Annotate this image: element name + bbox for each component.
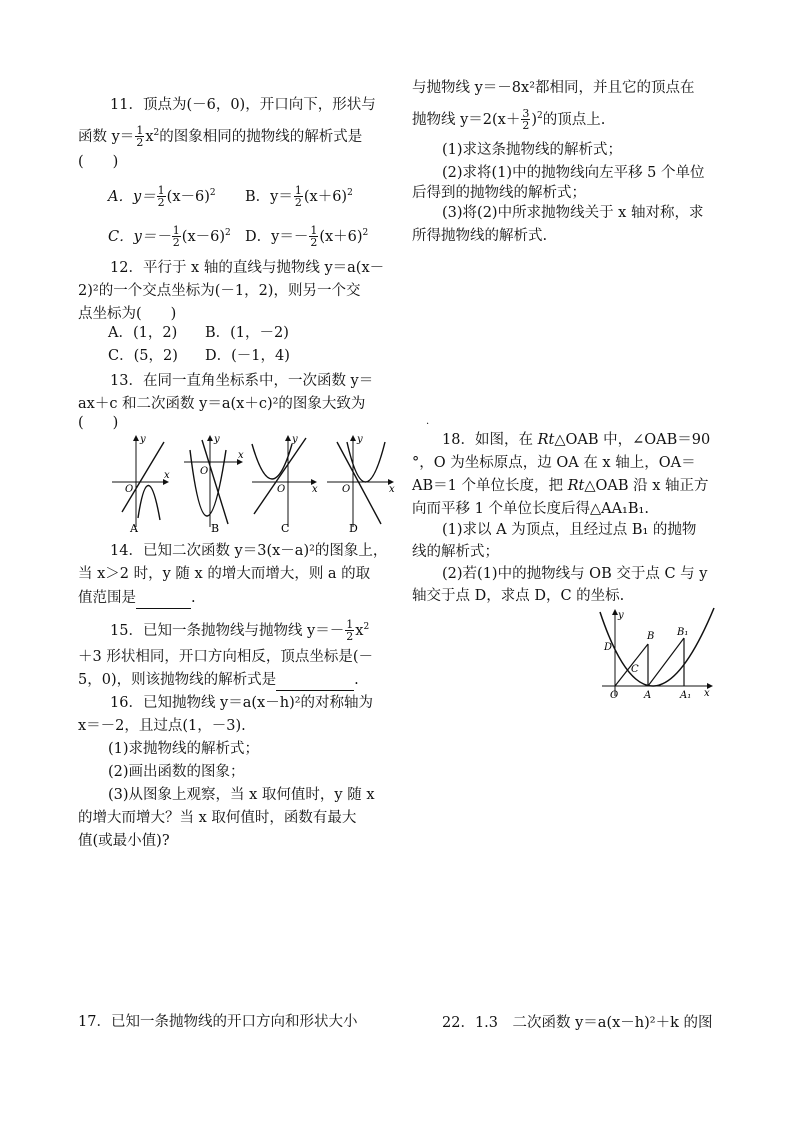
q17-sub5: 所得抛物线的解析式. <box>412 228 548 244</box>
q16-sub5: 值(或最小值)? <box>78 833 170 849</box>
q15-line3: 5，0)，则该抛物线的解析式是 . <box>78 670 359 691</box>
q11-option-c: C．y＝－ $\frac{1}{2}$ $(x-6)^2$ <box>108 224 231 250</box>
graph-label-c: C <box>281 522 290 535</box>
q11-option-d: D．y＝－ $\frac{1}{2}$ $(x+6)^2$ <box>245 224 369 250</box>
svg-text:O: O <box>200 466 209 477</box>
q12-line1: 12．平行于 x 轴的直线与抛物线 y＝a(x－ <box>110 260 385 276</box>
q17-sub1: (1)求这条抛物线的解析式； <box>442 142 623 158</box>
q16-sub4: 的增大而增大？当 x 取何值时，函数有最大 <box>78 810 357 826</box>
q18-sub3: (2)若(1)中的抛物线与 OB 交于点 C 与 y <box>442 566 708 582</box>
section-footer: 22．1.3 二次函数 y＝a(x－h)²＋k 的图 <box>442 1015 713 1031</box>
q18-figure <box>588 604 720 700</box>
q12-option-b: B．(1，－2) <box>205 325 289 341</box>
q18-line1: 18．如图，在 Rt△OAB 中，∠OAB＝90 <box>442 432 711 448</box>
svg-text:B₁: B₁ <box>677 627 689 638</box>
graph-a <box>112 434 170 527</box>
svg-text:y: y <box>618 610 624 621</box>
q16-sub3: (3)从图象上观察，当 x 取何值时，y 随 x <box>108 787 375 803</box>
q18-line2: °，O 为坐标原点，边 OA 在 x 轴上，OA＝ <box>412 455 696 471</box>
svg-text:O: O <box>342 484 351 495</box>
svg-text:B: B <box>647 631 655 642</box>
answer-blank[interactable] <box>136 588 191 609</box>
q11-line2: 函数 y＝ $\frac{1}{2}$ $x^2$的图象相同的抛物线的解析式是 <box>78 124 363 150</box>
q13-bracket: ( ) <box>78 415 119 431</box>
q11-option-b: B．y＝ $\frac{1}{2}$ $(x+6)^2$ <box>245 184 353 210</box>
q18-sub4: 轴交于点 D，求点 D，C 的坐标. <box>412 588 625 604</box>
q16-sub2: (2)画出函数的图象； <box>108 764 245 780</box>
q12-line2: 2)²的一个交点坐标为(－1，2)，则另一个交 <box>78 283 361 299</box>
q17-sub2: (2)求将(1)中的抛物线向左平移 5 个单位 <box>442 165 705 181</box>
q17-start: 17．已知一条抛物线的开口方向和形状大小 <box>78 1014 358 1030</box>
q18-line3: AB＝1 个单位长度，把 Rt△OAB 沿 x 轴正方 <box>412 478 709 494</box>
svg-text:D: D <box>604 642 613 653</box>
q16-line2: x＝－2，且过点(1，－3). <box>78 718 246 734</box>
q13-graphs <box>108 432 398 537</box>
q15-line1: 15．已知一条抛物线与抛物线 y＝－ $\frac{1}{2}$ $x^2$ <box>110 618 370 644</box>
q11-line1: 11．顶点为(－6，0)，开口向下，形状与 <box>110 97 376 113</box>
q12-option-c: C．(5，2) <box>108 348 178 364</box>
svg-text:C: C <box>631 664 639 675</box>
q17-cont-line2: 抛物线 y＝2(x＋ $\frac{3}{2}$ )$^2$的顶点上. <box>412 107 606 133</box>
q16-sub1: (1)求抛物线的解析式； <box>108 741 260 757</box>
svg-text:O: O <box>610 690 619 700</box>
answer-blank[interactable] <box>276 670 354 691</box>
svg-text:y: y <box>357 434 363 445</box>
graph-label-d: D <box>349 522 358 535</box>
q12-option-a: A．(1，2) <box>108 325 178 341</box>
graph-label-b: B <box>211 522 220 535</box>
q17-cont-line1: 与抛物线 y＝－8x²都相同，并且它的顶点在 <box>412 80 695 96</box>
q11-text: 函数 y＝ <box>78 128 135 145</box>
q14-line2: 当 x＞2 时，y 随 x 的增大而增大，则 a 的取 <box>78 566 371 582</box>
q17-sub4: (3)将(2)中所求抛物线关于 x 轴对称，求 <box>442 205 704 221</box>
q11-option-a: A．y＝ $\frac{1}{2}$ $(x-6)^2$ <box>108 184 216 210</box>
svg-text:y: y <box>292 434 298 445</box>
svg-text:x: x <box>238 450 244 461</box>
stray-dot: . <box>426 416 430 427</box>
q18-line4: 向而平移 1 个单位长度后得△AA₁B₁. <box>412 501 649 517</box>
q12-line3: 点坐标为( ) <box>78 306 177 322</box>
svg-text:A₁: A₁ <box>680 690 692 700</box>
fraction-half: $\frac{1}{2}$ <box>136 124 144 150</box>
svg-text:y: y <box>214 434 220 445</box>
graph-c <box>252 434 318 527</box>
svg-text:A: A <box>644 690 652 700</box>
svg-text:O: O <box>125 484 134 495</box>
q17-sub3: 后得到的抛物线的解析式； <box>412 185 586 201</box>
graph-label-a: A <box>130 522 138 535</box>
svg-text:x: x <box>312 484 318 495</box>
svg-text:x: x <box>389 484 395 495</box>
q14-line3: 值范围是 . <box>78 588 196 609</box>
graph-d <box>327 434 395 527</box>
q18-sub1: (1)求以 A 为顶点，且经过点 B₁ 的抛物 <box>442 522 697 538</box>
q14-line1: 14．已知二次函数 y＝3(x－a)²的图象上， <box>110 543 388 559</box>
q12-option-d: D．(－1，4) <box>205 348 290 364</box>
svg-text:y: y <box>140 434 146 445</box>
q16-line1: 16．已知抛物线 y＝a(x－h)²的对称轴为 <box>110 695 374 711</box>
q15-line2: ＋3 形状相同，开口方向相反，顶点坐标是(－ <box>78 649 373 665</box>
q18-sub2: 线的解析式； <box>412 544 499 560</box>
q13-line1: 13．在同一直角坐标系中，一次函数 y＝ <box>110 373 374 389</box>
svg-text:x: x <box>164 470 170 481</box>
q13-line2: ax＋c 和二次函数 y＝a(x＋c)²的图象大致为 <box>78 396 366 412</box>
graph-b <box>184 434 244 527</box>
q11-bracket: ( ) <box>78 154 119 170</box>
svg-text:x: x <box>704 688 710 699</box>
svg-text:O: O <box>277 484 286 495</box>
